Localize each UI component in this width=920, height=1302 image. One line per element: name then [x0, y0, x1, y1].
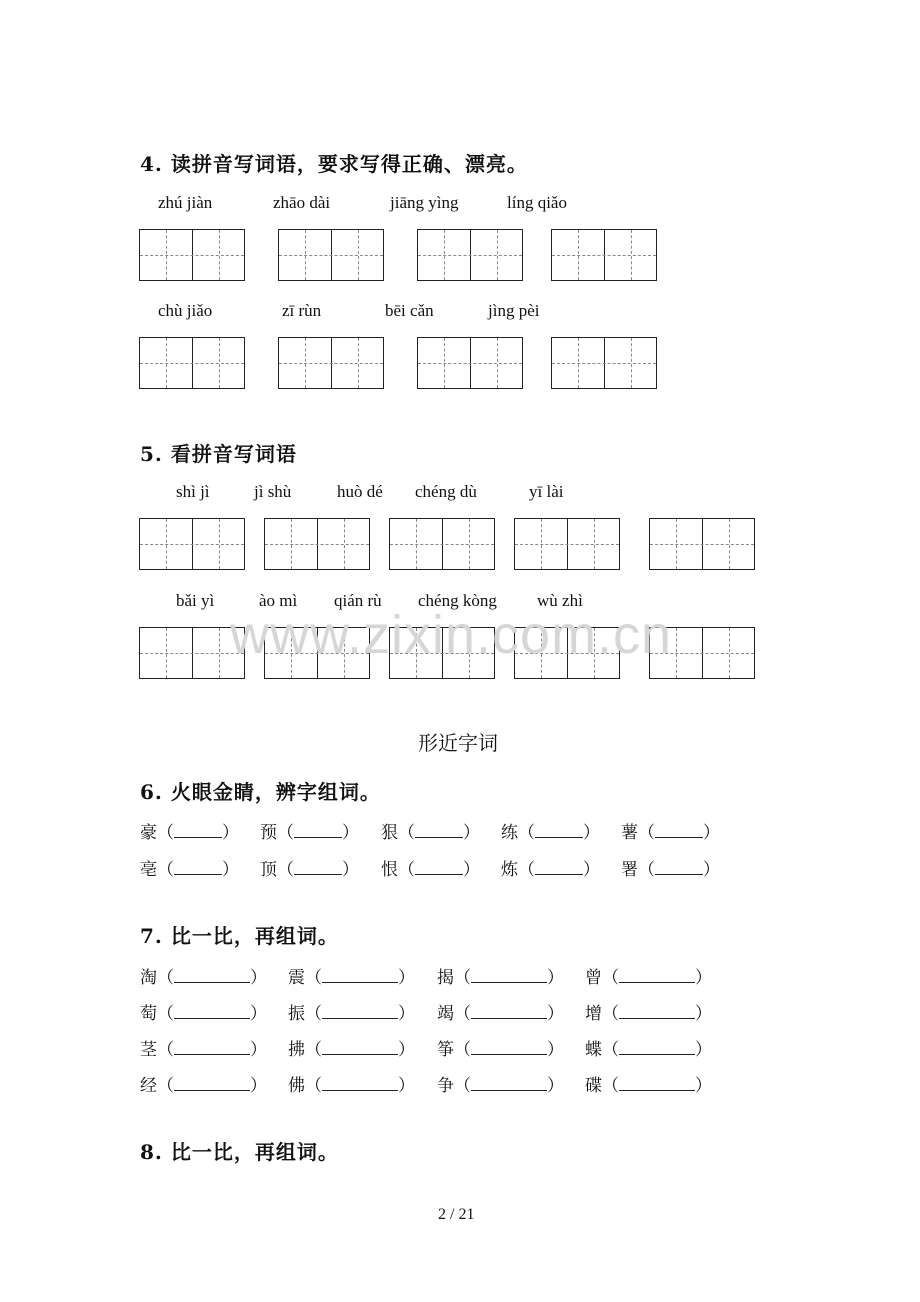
writing-grid-box[interactable] [551, 229, 657, 281]
char-fill-item [585, 999, 712, 1024]
char: 拂 [288, 1040, 305, 1060]
answer-blank[interactable] [535, 821, 583, 838]
paren-close: ） [398, 968, 415, 988]
answer-blank[interactable] [174, 1002, 250, 1019]
q5-pinyin: chéng dù [415, 482, 477, 501]
answer-blank[interactable] [471, 1002, 547, 1019]
paren-open: （ [454, 1004, 471, 1024]
paren-open: （ [157, 1076, 174, 1096]
char-fill-item [381, 818, 480, 843]
answer-blank[interactable] [619, 1038, 695, 1055]
q5-pinyin: qián rù [334, 591, 382, 610]
answer-blank[interactable] [619, 1002, 695, 1019]
q5-pinyin: wù zhì [537, 591, 583, 610]
paren-close: ） [398, 1076, 415, 1096]
writing-grid-box[interactable] [649, 518, 755, 570]
writing-grid-box[interactable] [278, 229, 384, 281]
char-fill-item [585, 1071, 712, 1096]
answer-blank[interactable] [655, 821, 703, 838]
answer-blank[interactable] [174, 1074, 250, 1091]
char-fill-item [260, 818, 359, 843]
writing-grid-box[interactable] [551, 337, 657, 389]
paren-open: （ [602, 968, 619, 988]
paren-open: （ [518, 860, 535, 880]
paren-close: ） [703, 860, 720, 880]
q4-pinyin: jiāng yìng [390, 193, 459, 212]
char-fill-item [437, 1035, 564, 1060]
char: 淘 [140, 968, 157, 988]
char-fill-item [140, 1035, 267, 1060]
paren-close: ） [250, 968, 267, 988]
char-fill-item [140, 855, 239, 880]
char: 恨 [381, 860, 398, 880]
paren-open: （ [602, 1040, 619, 1060]
paren-close: ） [695, 968, 712, 988]
char: 曾 [585, 968, 602, 988]
q4-pinyin: líng qiǎo [507, 193, 567, 212]
q5-pinyin: ào mì [259, 591, 298, 610]
char-fill-item [585, 963, 712, 988]
char-fill-item [501, 818, 600, 843]
paren-open: （ [454, 1040, 471, 1060]
paren-open: （ [398, 860, 415, 880]
char-fill-item [288, 1035, 415, 1060]
paren-close: ） [703, 823, 720, 843]
q4-heading: 4. 读拼音写词语，要求写得正确、漂亮。 [140, 152, 528, 176]
char: 经 [140, 1076, 157, 1096]
paren-close: ） [583, 860, 600, 880]
char: 炼 [501, 860, 518, 880]
char: 练 [501, 823, 518, 843]
paren-close: ） [547, 1076, 564, 1096]
char: 薯 [621, 823, 638, 843]
writing-grid-box[interactable] [139, 337, 245, 389]
char-fill-item [621, 818, 720, 843]
char: 争 [437, 1076, 454, 1096]
writing-grid-box[interactable] [417, 229, 523, 281]
q5-pinyin: yī lài [529, 482, 564, 501]
watermark: www.zixin.com.cn [230, 605, 673, 665]
answer-blank[interactable] [619, 1074, 695, 1091]
paren-open: （ [602, 1004, 619, 1024]
answer-blank[interactable] [174, 858, 222, 875]
answer-blank[interactable] [322, 1002, 398, 1019]
paren-open: （ [454, 968, 471, 988]
section-title: 形近字词 [418, 731, 498, 755]
writing-grid-box[interactable] [139, 229, 245, 281]
paren-open: （ [277, 823, 294, 843]
paren-open: （ [277, 860, 294, 880]
char-fill-item [140, 963, 267, 988]
char: 振 [288, 1004, 305, 1024]
paren-open: （ [157, 823, 174, 843]
char-fill-item [585, 1035, 712, 1060]
char-fill-item [140, 999, 267, 1024]
answer-blank[interactable] [471, 1038, 547, 1055]
paren-open: （ [398, 823, 415, 843]
paren-open: （ [305, 968, 322, 988]
paren-close: ） [547, 1004, 564, 1024]
answer-blank[interactable] [415, 858, 463, 875]
paren-open: （ [638, 860, 655, 880]
char-fill-item [260, 855, 359, 880]
writing-grid-box[interactable] [514, 518, 620, 570]
paren-close: ） [398, 1004, 415, 1024]
paren-open: （ [305, 1076, 322, 1096]
char: 狠 [381, 823, 398, 843]
paren-close: ） [250, 1004, 267, 1024]
q8-heading: 8. 比一比，再组词。 [140, 1140, 339, 1164]
paren-close: ） [222, 860, 239, 880]
char: 亳 [140, 860, 157, 880]
paren-open: （ [518, 823, 535, 843]
answer-blank[interactable] [322, 1038, 398, 1055]
paren-open: （ [305, 1040, 322, 1060]
q7-heading: 7. 比一比，再组词。 [140, 924, 339, 948]
q4-pinyin: zhú jiàn [158, 193, 213, 212]
paren-close: ） [695, 1076, 712, 1096]
q5-pinyin: shì jì [176, 482, 210, 501]
paren-close: ） [583, 823, 600, 843]
char: 茎 [140, 1040, 157, 1060]
char-fill-item [140, 818, 239, 843]
char: 顶 [260, 860, 277, 880]
char: 碟 [585, 1076, 602, 1096]
paren-open: （ [602, 1076, 619, 1096]
paren-close: ） [250, 1076, 267, 1096]
paren-close: ） [342, 860, 359, 880]
paren-close: ） [222, 823, 239, 843]
q6-heading: 6. 火眼金睛，辨字组词。 [140, 780, 381, 804]
char: 增 [585, 1004, 602, 1024]
writing-grid-box[interactable] [278, 337, 384, 389]
paren-close: ） [342, 823, 359, 843]
char-fill-item [288, 999, 415, 1024]
answer-blank[interactable] [174, 821, 222, 838]
answer-blank[interactable] [174, 966, 250, 983]
paren-close: ） [463, 823, 480, 843]
paren-open: （ [305, 1004, 322, 1024]
paren-close: ） [547, 968, 564, 988]
answer-blank[interactable] [174, 1038, 250, 1055]
paren-close: ） [695, 1040, 712, 1060]
answer-blank[interactable] [294, 821, 342, 838]
answer-blank[interactable] [535, 858, 583, 875]
paren-open: （ [157, 1040, 174, 1060]
char-fill-item [381, 855, 480, 880]
paren-close: ） [398, 1040, 415, 1060]
q5-pinyin: jì shù [254, 482, 292, 501]
writing-grid-box[interactable] [389, 518, 495, 570]
paren-close: ） [463, 860, 480, 880]
char-fill-item [288, 1071, 415, 1096]
writing-grid-box[interactable] [139, 518, 245, 570]
char: 豪 [140, 823, 157, 843]
answer-blank[interactable] [619, 966, 695, 983]
q4-pinyin: zī rùn [282, 301, 322, 320]
paren-open: （ [157, 860, 174, 880]
page-number: 2 / 21 [438, 1206, 475, 1223]
char: 筝 [437, 1040, 454, 1060]
char-fill-item [288, 963, 415, 988]
q4-pinyin: jìng pèi [488, 301, 540, 320]
q5-pinyin: chéng kòng [418, 591, 497, 610]
answer-blank[interactable] [294, 858, 342, 875]
paren-open: （ [157, 968, 174, 988]
paren-close: ） [250, 1040, 267, 1060]
q5-pinyin: bǎi yì [176, 591, 215, 610]
paren-open: （ [638, 823, 655, 843]
char: 蝶 [585, 1040, 602, 1060]
char: 佛 [288, 1076, 305, 1096]
char-fill-item [437, 963, 564, 988]
answer-blank[interactable] [415, 821, 463, 838]
q4-pinyin: bēi cǎn [385, 301, 434, 320]
writing-grid-box[interactable] [264, 518, 370, 570]
writing-grid-box[interactable] [417, 337, 523, 389]
q4-pinyin: chù jiǎo [158, 301, 213, 320]
q4-pinyin: zhāo dài [273, 193, 331, 212]
paren-open: （ [157, 1004, 174, 1024]
char: 预 [260, 823, 277, 843]
q5-pinyin: huò dé [337, 482, 383, 501]
char: 萄 [140, 1004, 157, 1024]
paren-close: ） [547, 1040, 564, 1060]
answer-blank[interactable] [322, 1074, 398, 1091]
char: 震 [288, 968, 305, 988]
answer-blank[interactable] [655, 858, 703, 875]
char: 竭 [437, 1004, 454, 1024]
char-fill-item [437, 1071, 564, 1096]
char-fill-item [140, 1071, 267, 1096]
char-fill-item [621, 855, 720, 880]
char-fill-item [437, 999, 564, 1024]
char: 署 [621, 860, 638, 880]
paren-open: （ [454, 1076, 471, 1096]
answer-blank[interactable] [471, 1074, 547, 1091]
q5-heading: 5. 看拼音写词语 [140, 442, 297, 466]
answer-blank[interactable] [322, 966, 398, 983]
paren-close: ） [695, 1004, 712, 1024]
char-fill-item [501, 855, 600, 880]
answer-blank[interactable] [471, 966, 547, 983]
char: 揭 [437, 968, 454, 988]
